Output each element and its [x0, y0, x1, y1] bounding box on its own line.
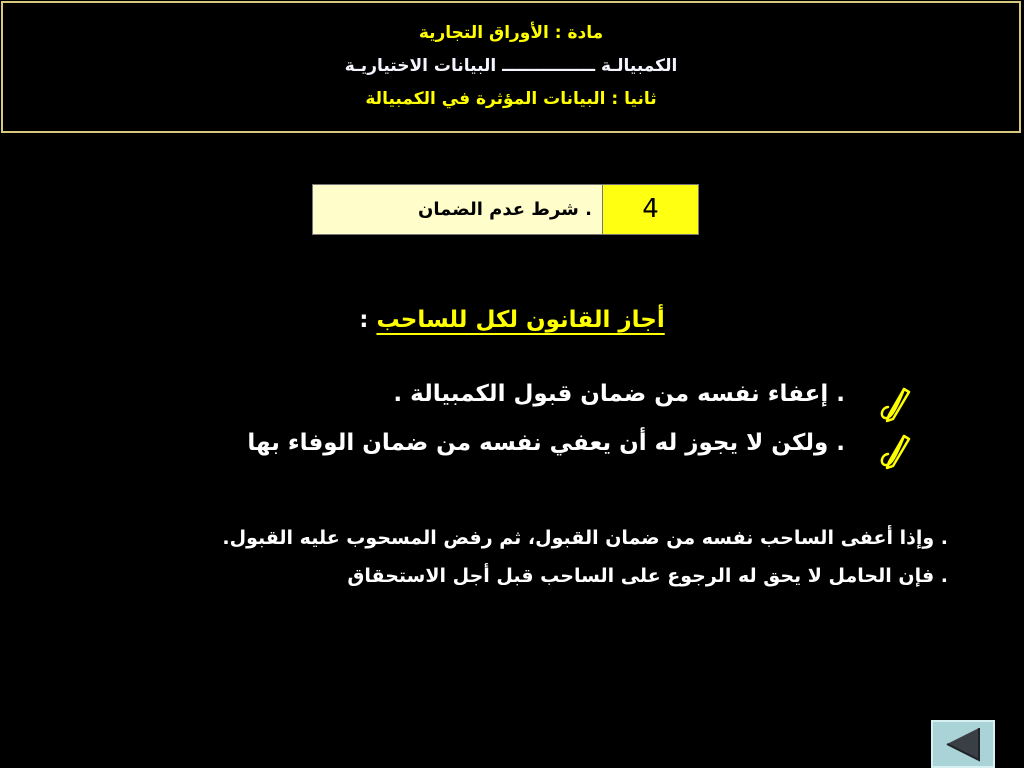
topic-table-number: 4 — [603, 185, 698, 234]
subheading-text: أجاز القانون لكل للساحب — [376, 307, 665, 333]
topic-title: الكمبيالـة ــــــــــــــــ البيانات الاختياريـة — [344, 56, 678, 76]
section-title: ثانيا : البيانات المؤثرة في الكمبيالة — [365, 89, 657, 109]
subheading — [0, 307, 1024, 333]
topic-table-title: . شرط عدم الضمان — [313, 185, 603, 234]
course-title: مادة : الأوراق التجارية — [418, 23, 604, 43]
triangle-left-icon — [933, 722, 993, 766]
paragraph: . وإذا أعفى الساحب نفسه من ضمان القبول، ثم رفض المسحوب عليه القبول. — [222, 527, 948, 549]
bullet-item: . إعفاء نفسه من ضمان قبول الكمبيالة . — [393, 381, 845, 407]
topic-table — [312, 184, 699, 235]
pen-check-icon — [868, 431, 912, 471]
paragraph: . فإن الحامل لا يحق له الرجوع على الساحب قبل أجل الاستحقاق — [347, 565, 948, 587]
bullet-item: . ولكن لا يجوز له أن يعفي نفسه من ضمان الوفاء بها — [247, 430, 845, 456]
back-button[interactable] — [931, 720, 995, 768]
header-banner — [1, 1, 1021, 133]
subheading-colon: : — [359, 307, 369, 333]
pen-check-icon — [868, 384, 912, 424]
